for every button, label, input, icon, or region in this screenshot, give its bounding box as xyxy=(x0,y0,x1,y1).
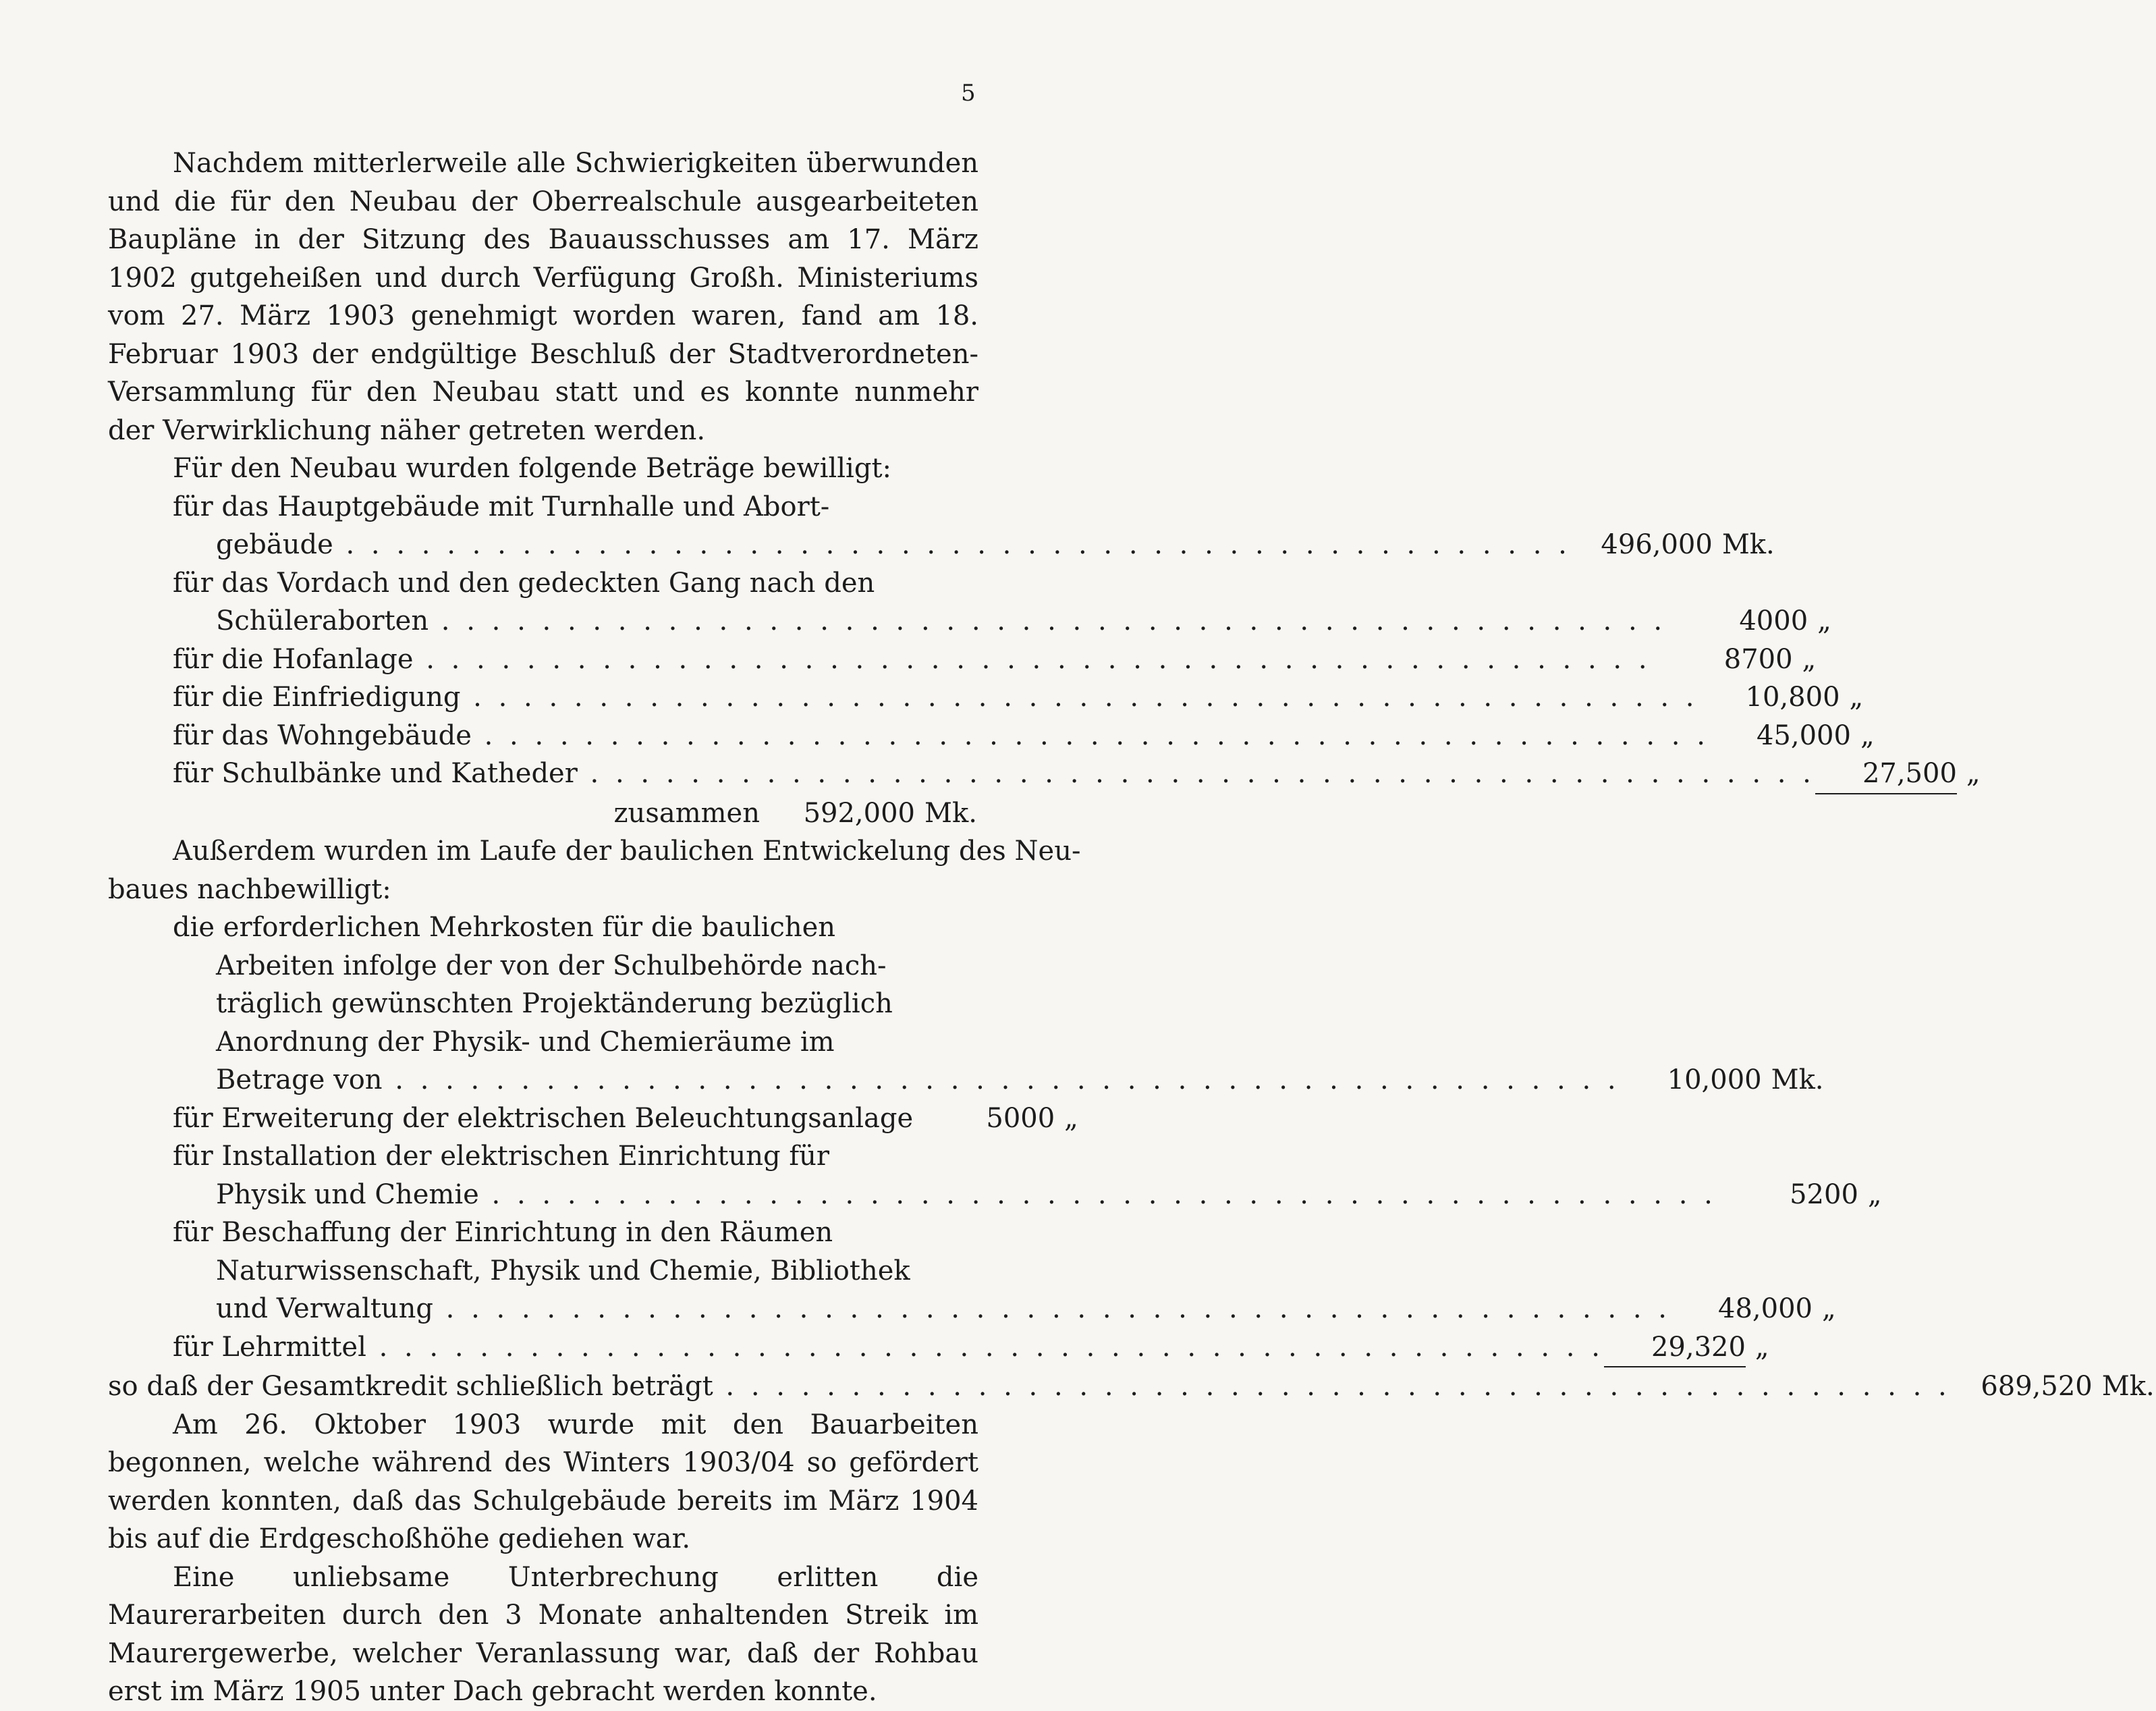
budget-total-label: zusammen xyxy=(613,797,760,829)
additional-item-unit: „ xyxy=(1754,1331,1769,1363)
budget-total-amount: 592,000 xyxy=(803,797,915,829)
budget-item-amount: 8700 xyxy=(1723,643,1793,675)
budget-item-label: für das Vordach und den gedeckten Gang nach den xyxy=(173,567,875,599)
additional-item-label: für Erweiterung der elektrischen Beleuchtungsanlage xyxy=(173,1102,914,1134)
intro-paragraph: Nachdem mitterlerweile alle Schwierigkeiten überwunden und die für den Neubau der Oberrealschule ausgearbeiteten Baupläne in der Sitzung des Bauausschusses am 17. März 1902 gutgeheißen und durch Verfügung Großh. Ministeriums vom 27. März 1903 genehmigt worden waren, fand am 18. Februar 1903 der endgültige Beschluß der Stadtverordneten-Versammlung für den Neubau statt und es konnte nunmehr der Verwirklichung näher getreten werden. xyxy=(108,148,978,446)
additional-item-text: Arbeiten infolge der von der Schulbehörde nach- xyxy=(216,950,887,981)
page-number: 5 xyxy=(961,80,976,107)
additional-item-unit: „ xyxy=(1822,1293,1836,1324)
budget-item-unit: „ xyxy=(1966,758,1981,789)
additional-item-unit: Mk. xyxy=(1771,1064,1824,1095)
budget-item xyxy=(108,641,1817,679)
additional-item-amount: 10,000 xyxy=(1667,1064,1762,1095)
budget-item-amount: 496,000 xyxy=(1601,529,1713,560)
budget-total-unit: Mk. xyxy=(924,797,977,829)
additional-item-text: für Beschaffung der Einrichtung in den Räumen xyxy=(173,1217,833,1248)
paragraph-strike: Eine unliebsame Unterbrechung erlitten die Maurerarbeiten durch den 3 Monate anhaltenden Streik im Maurergewerbe, welcher Veranlassung war, daß der Rohbau erst im März 1905 unter Dach gebracht werden konnte. xyxy=(108,1561,978,1707)
additional-item xyxy=(108,1214,1836,1328)
additional-item-text: Naturwissenschaft, Physik und Chemie, Bibliothek xyxy=(216,1255,910,1286)
page-text xyxy=(108,144,2155,1711)
budget-item-unit: „ xyxy=(1817,605,1831,636)
additional-item-unit: „ xyxy=(1867,1178,1882,1210)
budget-item-amount: 4000 xyxy=(1739,605,1808,636)
grand-total xyxy=(108,1367,2155,1406)
additional-item xyxy=(108,1099,1078,1138)
additional-item-label: Physik und Chemie . . . xyxy=(216,1176,1717,1214)
budget-item-unit: „ xyxy=(1860,719,1875,751)
additional-item xyxy=(108,1328,1769,1368)
additional-item-label: für Lehrmittel . . . xyxy=(173,1328,1604,1367)
budget-item xyxy=(108,678,1864,717)
budget-item xyxy=(108,717,1875,755)
additional-item-amount: 29,320 xyxy=(1604,1328,1746,1368)
budget-item-amount: 27,500 xyxy=(1815,755,1957,794)
budget-item-label: Schüleraborten . . . xyxy=(216,602,1666,641)
budget-item-amount: 10,800 xyxy=(1745,682,1840,713)
budget-item-unit: „ xyxy=(1802,643,1817,675)
additional-item xyxy=(108,908,1824,1099)
budget-item-label: für das Wohngebäude . . . xyxy=(173,717,1709,755)
additional-item-label: Betrage von . . . xyxy=(216,1061,1620,1099)
additional-item-text: für Installation der elektrischen Einrichtung für xyxy=(173,1141,830,1172)
budget-item-label: für das Hauptgebäude mit Turnhalle und Abort- xyxy=(173,491,830,522)
additional-item-label: und Verwaltung . . . xyxy=(216,1290,1671,1328)
additional-heading-continued: baues nachbewilligt: xyxy=(108,873,391,905)
budget-heading: Für den Neubau wurden folgende Beträge bewilligt: xyxy=(173,453,891,484)
budget-item-label: gebäude . . . xyxy=(216,526,1571,564)
paragraph-october: Am 26. Oktober 1903 wurde mit den Bauarbeiten begonnen, welche während des Winters 1903/04 so gefördert werden konnten, daß das Schulgebäude bereits im März 1904 bis auf die Erdgeschoßhöhe gediehen war. xyxy=(108,1409,978,1554)
grand-total-unit: Mk. xyxy=(2101,1371,2155,1402)
budget-item-label: für die Hofanlage . . . xyxy=(173,641,1651,679)
budget-item xyxy=(108,564,1831,641)
budget-total xyxy=(108,794,978,833)
budget-item xyxy=(108,755,1981,794)
additional-item-unit: „ xyxy=(1064,1102,1078,1134)
additional-item-text: die erforderlichen Mehrkosten für die baulichen xyxy=(173,912,836,943)
budget-item-unit: Mk. xyxy=(1721,529,1775,560)
additional-item-amount: 5200 xyxy=(1790,1178,1858,1210)
additional-item-text: träglich gewünschten Projektänderung bezüglich xyxy=(216,988,893,1019)
additional-item-text: Anordnung der Physik- und Chemieräume im xyxy=(216,1026,835,1058)
additional-item-amount: 5000 xyxy=(986,1102,1055,1134)
additional-heading: Außerdem wurden im Laufe der baulichen Entwickelung des Neu- xyxy=(173,836,1081,867)
additional-item-amount: 48,000 xyxy=(1718,1293,1813,1324)
additional-item xyxy=(108,1137,1882,1214)
budget-item-label: für die Einfriedigung . . . xyxy=(173,678,1698,717)
budget-item xyxy=(108,488,1775,564)
budget-item-amount: 45,000 xyxy=(1756,719,1851,751)
grand-total-amount: 689,520 xyxy=(1981,1371,2093,1402)
budget-item-unit: „ xyxy=(1849,682,1864,713)
budget-item-label: für Schulbänke und Katheder . . . xyxy=(173,755,1815,793)
grand-total-label: so daß der Gesamtkredit schließlich beträgt . . . xyxy=(108,1367,1951,1406)
